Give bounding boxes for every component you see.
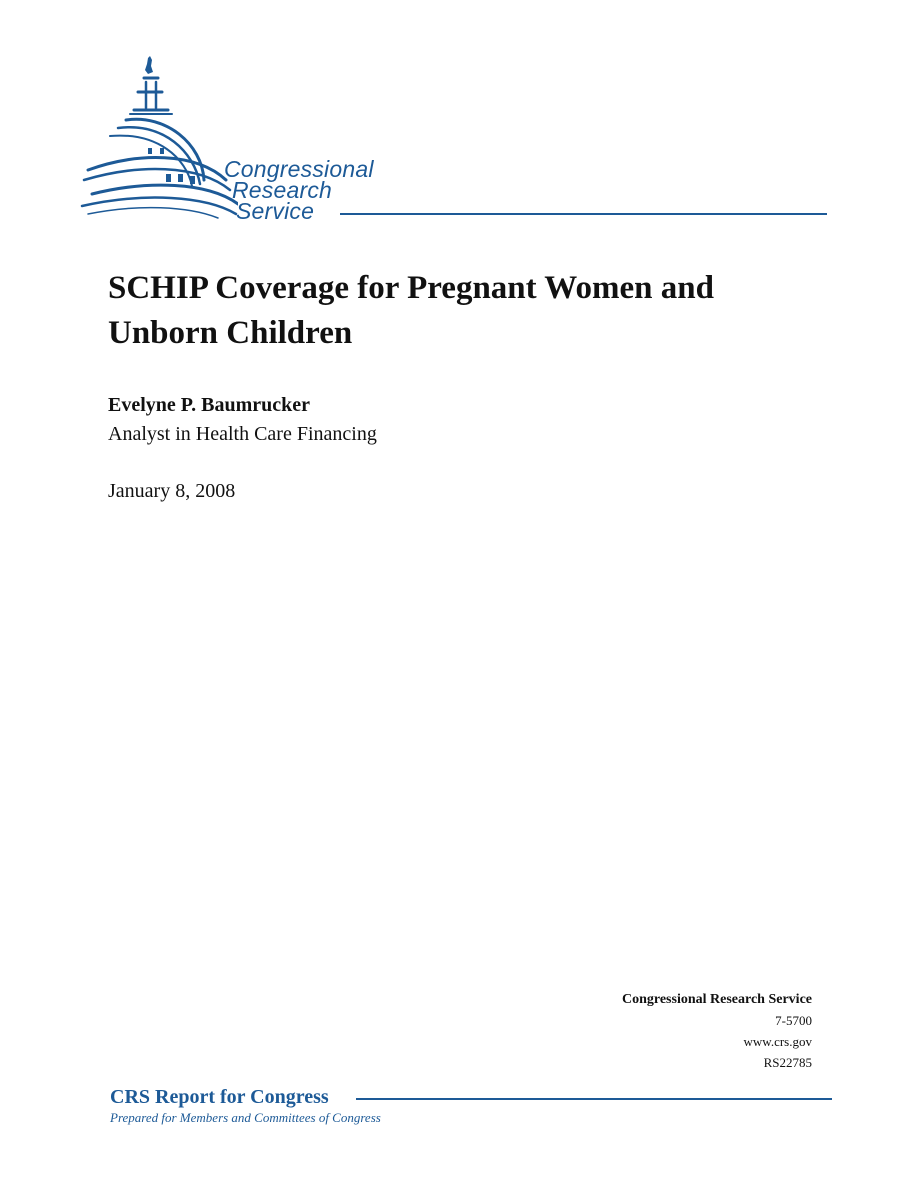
logo-word-research: Research — [232, 177, 333, 203]
crs-logo — [78, 52, 830, 227]
report-title: SCHIP Coverage for Pregnant Women and Unborn Children — [108, 270, 714, 351]
logo-rule — [340, 213, 827, 215]
author-role: Analyst in Health Care Financing — [108, 423, 377, 445]
crs-name: Congressional Research Service — [621, 992, 812, 1007]
footer-title: CRS Report for Congress — [110, 1086, 329, 1108]
report-number: RS22785 — [763, 1055, 812, 1070]
capitol-dome-icon — [78, 52, 238, 222]
crs-info — [622, 990, 812, 1073]
report-date: January 8, 2008 — [108, 480, 236, 502]
crs-url[interactable]: www.crs.gov — [743, 1034, 812, 1049]
footer-rule — [356, 1098, 832, 1100]
logo-word-congressional: Congressional — [224, 156, 374, 182]
footer-subtitle: Prepared for Members and Committees of Congress — [110, 1110, 381, 1125]
crs-phone: 7-5700 — [775, 1013, 812, 1028]
author-name: Evelyne P. Baumrucker — [108, 394, 311, 416]
logo-word-service: Service — [236, 198, 315, 224]
